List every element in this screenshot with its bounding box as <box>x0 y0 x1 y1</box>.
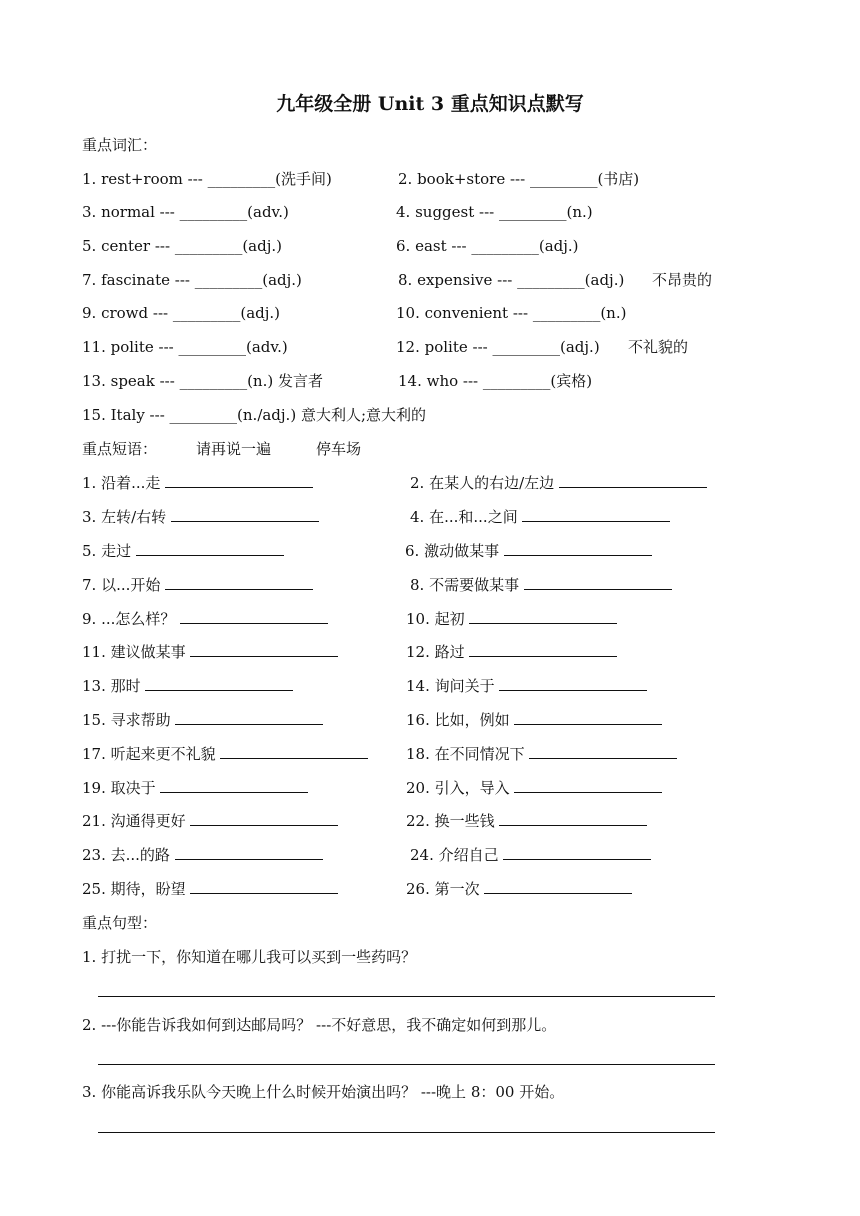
phrase-label: 25. 期待，盼望 <box>82 880 186 898</box>
answer-blank[interactable] <box>220 743 368 759</box>
phrase-item <box>82 675 293 697</box>
phrase-label: 22. 换一些钱 <box>406 812 495 830</box>
phrase-label: 6. 激动做某事 <box>405 542 500 560</box>
phrase-label: 18. 在不同情况下 <box>406 745 525 763</box>
phrase-item <box>82 878 338 900</box>
phrase-item <box>406 878 632 900</box>
phrase-label: 10. 起初 <box>406 610 465 628</box>
vocab-item: 8. expensive --- _________(adj.) <box>398 271 625 289</box>
answer-blank[interactable] <box>175 709 323 725</box>
phrase-label: 3. 左转/右转 <box>82 508 167 526</box>
phrase-item <box>406 709 662 731</box>
answer-blank[interactable] <box>175 844 323 860</box>
answer-blank[interactable] <box>514 709 662 725</box>
phrase-label: 17. 听起来更不礼貌 <box>82 745 216 763</box>
phrase-label: 15. 寻求帮助 <box>82 711 171 729</box>
answer-blank[interactable] <box>145 675 293 691</box>
answer-blank[interactable] <box>503 844 651 860</box>
answer-line[interactable] <box>98 996 715 997</box>
phrase-item <box>410 506 670 528</box>
phrase-item <box>406 675 647 697</box>
phrase-item <box>406 608 617 630</box>
answer-blank[interactable] <box>136 540 284 556</box>
phrase-item <box>406 777 662 799</box>
sentence-prompt: 1. 打扰一下，你知道在哪儿我可以买到一些药吗？ <box>82 948 417 966</box>
sentence-prompt: 2. ---你能告诉我如何到达邮局吗？ ---不好意思，我不确定如何到那儿。 <box>82 1016 557 1034</box>
phrase-label: 11. 建议做某事 <box>82 643 186 661</box>
answer-blank[interactable] <box>469 641 617 657</box>
vocab-item: 2. book+store --- _________(书店) <box>398 170 640 188</box>
phrase-item <box>82 810 338 832</box>
vocab-item: 9. crowd --- _________(adj.) <box>82 304 281 322</box>
phrase-label: 5. 走过 <box>82 542 132 560</box>
phrase-item <box>410 472 707 494</box>
answer-blank[interactable] <box>190 810 338 826</box>
phrase-label: 21. 沟通得更好 <box>82 812 186 830</box>
phrase-label: 7. 以...开始 <box>82 576 161 594</box>
answer-blank[interactable] <box>499 810 647 826</box>
phrase-label: 19. 取决于 <box>82 779 156 797</box>
phrase-label: 14. 询问关于 <box>406 677 495 695</box>
vocab-item: 14. who --- _________(宾格) <box>398 372 593 390</box>
phrase-item <box>82 777 308 799</box>
answer-blank[interactable] <box>165 472 313 488</box>
vocab-item: 7. fascinate --- _________(adj.) <box>82 271 302 289</box>
phrase-item <box>406 810 647 832</box>
answer-line[interactable] <box>98 1064 715 1065</box>
vocab-item: 11. polite --- _________(adv.) <box>82 338 288 356</box>
phrase-item <box>82 709 323 731</box>
answer-blank[interactable] <box>529 743 677 759</box>
phrase-label: 2. 在某人的右边/左边 <box>410 474 555 492</box>
sentence-heading: 重点句型： <box>82 914 158 932</box>
vocab-item: 12. polite --- _________(adj.) <box>396 338 600 356</box>
phrase-heading-extra: 停车场 <box>316 440 362 458</box>
phrase-heading: 重点短语： <box>82 440 158 458</box>
phrase-label: 23. 去...的路 <box>82 846 170 864</box>
sentence-prompt: 3. 你能高诉我乐队今天晚上什么时候开始演出吗？ ---晚上 8：00 开始。 <box>82 1083 565 1101</box>
phrase-label: 26. 第一次 <box>406 880 480 898</box>
vocab-item: 6. east --- _________(adj.) <box>396 237 579 255</box>
phrase-label: 1. 沿着...走 <box>82 474 161 492</box>
phrase-item <box>410 844 651 866</box>
answer-blank[interactable] <box>499 675 647 691</box>
answer-blank[interactable] <box>165 574 313 590</box>
answer-line[interactable] <box>98 1132 715 1133</box>
vocab-heading: 重点词汇： <box>82 136 158 154</box>
phrase-label: 4. 在...和...之间 <box>410 508 518 526</box>
phrase-item <box>405 540 652 562</box>
vocab-note: 不昂贵的 <box>652 271 713 289</box>
phrase-label: 9. ...怎么样？ <box>82 610 176 628</box>
vocab-item: 10. convenient --- _________(n.) <box>396 304 627 322</box>
answer-blank[interactable] <box>180 608 328 624</box>
phrase-label: 24. 介绍自己 <box>410 846 499 864</box>
phrase-item <box>82 743 368 765</box>
answer-blank[interactable] <box>190 641 338 657</box>
phrase-label: 16. 比如，例如 <box>406 711 510 729</box>
answer-blank[interactable] <box>524 574 672 590</box>
answer-blank[interactable] <box>522 506 670 522</box>
answer-blank[interactable] <box>514 777 662 793</box>
answer-blank[interactable] <box>504 540 652 556</box>
phrase-item <box>82 641 338 663</box>
answer-blank[interactable] <box>160 777 308 793</box>
phrase-item <box>82 608 328 630</box>
answer-blank[interactable] <box>190 878 338 894</box>
vocab-note: 不礼貌的 <box>628 338 689 356</box>
vocab-item: 1. rest+room --- _________(洗手间) <box>82 170 332 188</box>
answer-blank[interactable] <box>469 608 617 624</box>
phrase-item <box>82 574 313 596</box>
answer-blank[interactable] <box>484 878 632 894</box>
phrase-label: 12. 路过 <box>406 643 465 661</box>
phrase-label: 8. 不需要做某事 <box>410 576 520 594</box>
phrase-item <box>406 641 617 663</box>
phrase-item <box>82 472 313 494</box>
vocab-item: 15. Italy --- _________(n./adj.) 意大利人;意大利的 <box>82 406 427 424</box>
phrase-heading-extra: 请再说一遍 <box>196 440 272 458</box>
phrase-item <box>82 540 284 562</box>
answer-blank[interactable] <box>171 506 319 522</box>
phrase-label: 20. 引入，导入 <box>406 779 510 797</box>
phrase-item <box>82 844 323 866</box>
vocab-item: 13. speak --- _________(n.) 发言者 <box>82 372 323 390</box>
page-title: 九年级全册 Unit 3 重点知识点默写 <box>276 93 584 115</box>
vocab-item: 3. normal --- _________(adv.) <box>82 203 289 221</box>
vocab-item: 4. suggest --- _________(n.) <box>396 203 593 221</box>
phrase-item <box>410 574 672 596</box>
phrase-item <box>406 743 677 765</box>
phrase-label: 13. 那时 <box>82 677 141 695</box>
vocab-item: 5. center --- _________(adj.) <box>82 237 283 255</box>
answer-blank[interactable] <box>559 472 707 488</box>
phrase-item <box>82 506 319 528</box>
